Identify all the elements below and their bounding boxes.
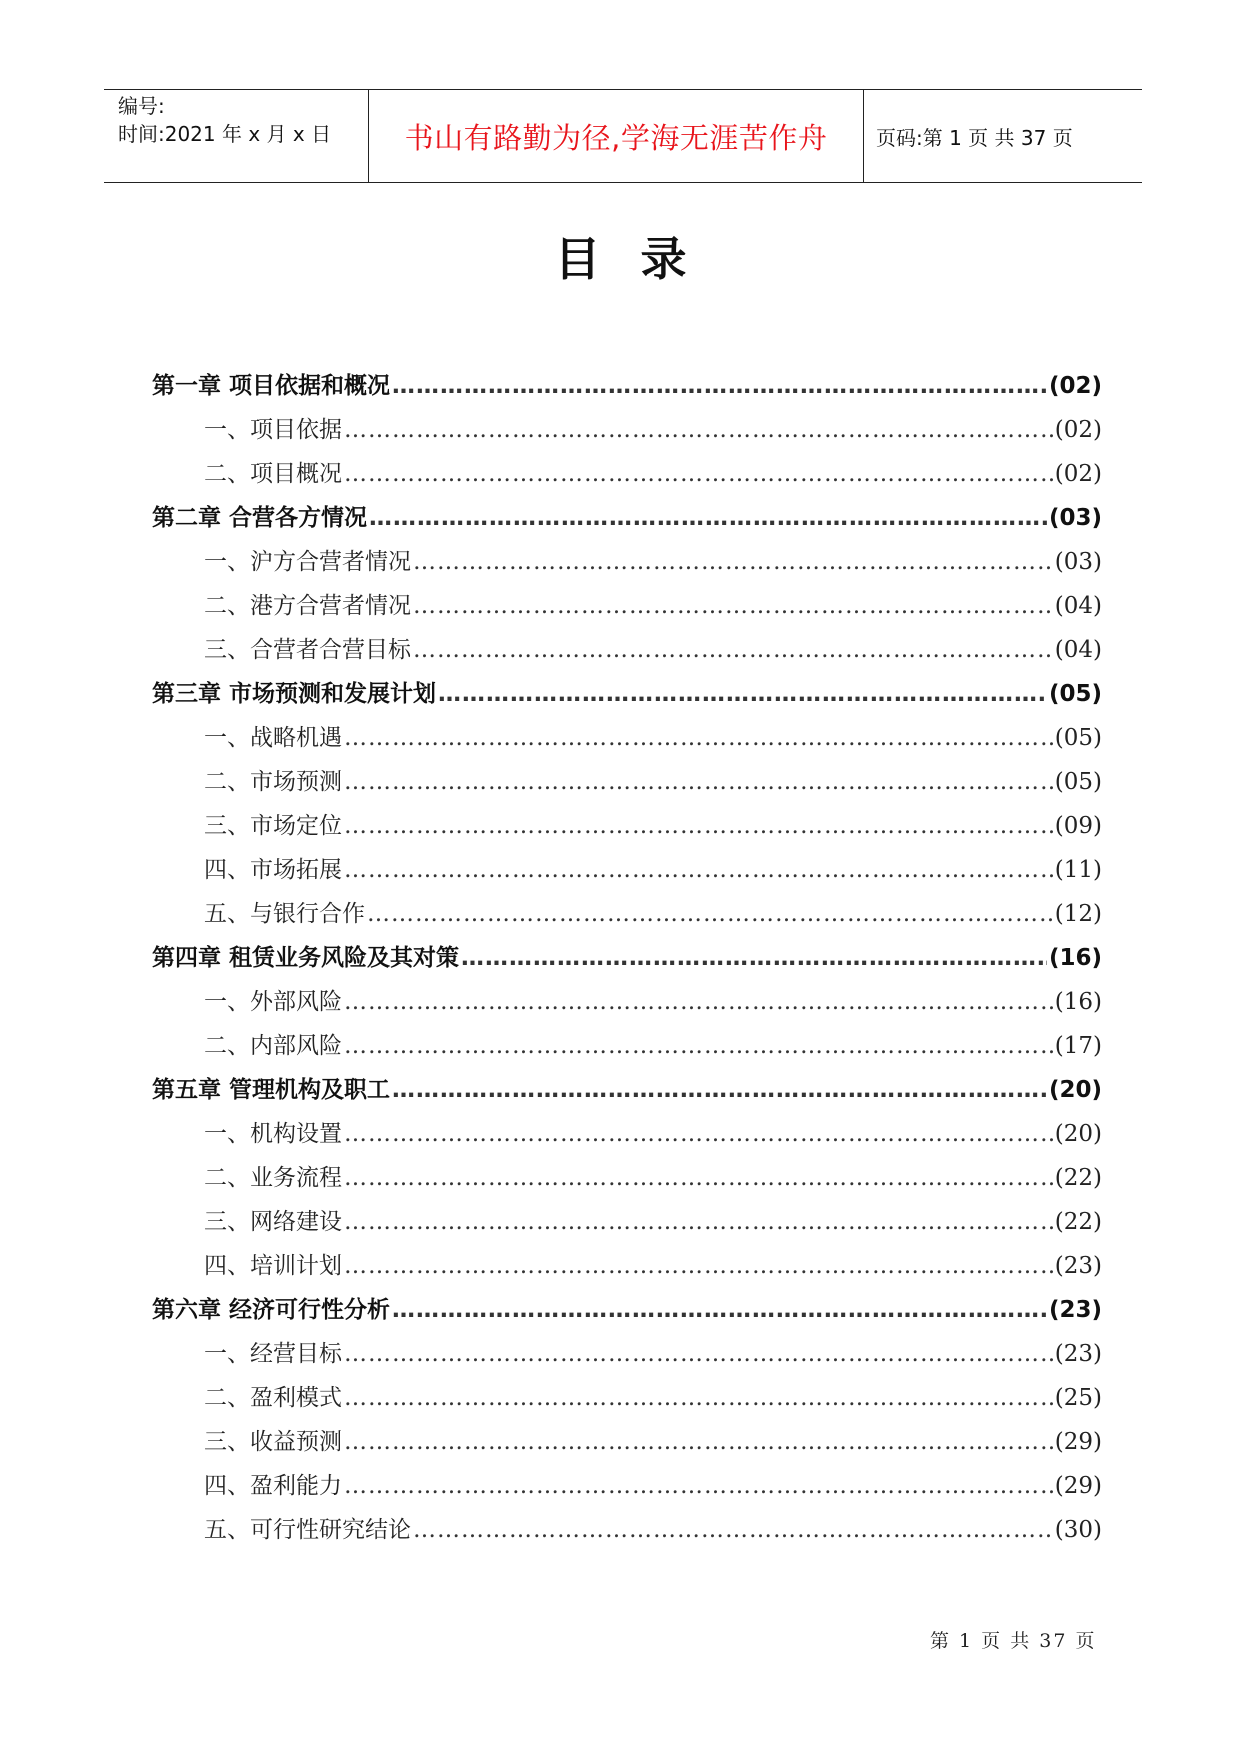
toc-section-entry[interactable] (152, 452, 1102, 496)
toc-entry-page: (05) (1054, 725, 1102, 751)
toc-entry-page: (03) (1048, 505, 1102, 531)
toc-dot-leader (344, 848, 1053, 892)
toc-entry-page: (17) (1054, 1033, 1102, 1059)
toc-entry-label: 一、战略机遇 (204, 725, 342, 751)
toc-dot-leader (461, 936, 1047, 980)
toc-entry-page: (25) (1054, 1385, 1102, 1411)
toc-entry-label: 四、市场拓展 (204, 857, 342, 883)
toc-section-entry[interactable] (152, 804, 1102, 848)
toc-section-entry[interactable] (152, 1112, 1102, 1156)
toc-section-entry[interactable] (152, 584, 1102, 628)
toc-dot-leader (344, 452, 1053, 496)
toc-entry-label: 一、外部风险 (204, 989, 342, 1015)
toc-chapter-entry[interactable] (152, 1288, 1102, 1332)
toc-section-entry[interactable] (152, 1464, 1102, 1508)
toc-entry-label: 第六章 经济可行性分析 (152, 1297, 391, 1323)
toc-entry-label: 二、盈利模式 (204, 1385, 342, 1411)
toc-dot-leader (344, 980, 1053, 1024)
toc-entry-page: (20) (1054, 1121, 1102, 1147)
toc-entry-label: 二、业务流程 (204, 1165, 342, 1191)
toc-entry-page: (09) (1054, 813, 1102, 839)
toc-section-entry[interactable] (152, 1420, 1102, 1464)
toc-dot-leader (413, 584, 1053, 628)
toc-section-entry[interactable] (152, 760, 1102, 804)
toc-entry-label: 五、可行性研究结论 (204, 1517, 411, 1543)
toc-section-entry[interactable] (152, 1156, 1102, 1200)
header-motto-cell (369, 90, 864, 182)
toc-entry-page: (04) (1054, 637, 1102, 663)
toc-entry-page: (05) (1048, 681, 1102, 707)
toc-dot-leader (413, 628, 1053, 672)
toc-entry-page: (04) (1054, 593, 1102, 619)
toc-entry-label: 四、盈利能力 (204, 1473, 342, 1499)
toc-dot-leader (344, 1332, 1053, 1376)
page-title: 目录 (554, 232, 727, 286)
toc-dot-leader (344, 1244, 1053, 1288)
toc-chapter-entry[interactable] (152, 364, 1102, 408)
toc-entry-page: (16) (1048, 945, 1102, 971)
toc-dot-leader (413, 540, 1053, 584)
toc-dot-leader (344, 1376, 1053, 1420)
document-time: 时间:2021 年 x 月 x 日 (118, 122, 332, 146)
header-page-cell (864, 90, 1142, 182)
toc-dot-leader (367, 892, 1053, 936)
toc-entry-page: (23) (1048, 1297, 1102, 1323)
toc-section-entry[interactable] (152, 716, 1102, 760)
toc-dot-leader (344, 1464, 1053, 1508)
toc-entry-page: (02) (1054, 461, 1102, 487)
toc-dot-leader (344, 1112, 1053, 1156)
toc-entry-page: (12) (1054, 901, 1102, 927)
toc-entry-page: (23) (1054, 1341, 1102, 1367)
toc-dot-leader (344, 1024, 1053, 1068)
toc-dot-leader (413, 1508, 1053, 1552)
toc-chapter-entry[interactable] (152, 496, 1102, 540)
toc-section-entry[interactable] (152, 1508, 1102, 1552)
toc-section-entry[interactable] (152, 1332, 1102, 1376)
toc-section-entry[interactable] (152, 848, 1102, 892)
toc-entry-label: 二、市场预测 (204, 769, 342, 795)
toc-entry-page: (30) (1054, 1517, 1102, 1543)
toc-section-entry[interactable] (152, 892, 1102, 936)
document-header (104, 89, 1142, 183)
toc-dot-leader (344, 716, 1053, 760)
toc-section-entry[interactable] (152, 1376, 1102, 1420)
toc-entry-page: (29) (1054, 1473, 1102, 1499)
toc-chapter-entry[interactable] (152, 1068, 1102, 1112)
toc-entry-page: (02) (1048, 373, 1102, 399)
toc-section-entry[interactable] (152, 980, 1102, 1024)
toc-entry-label: 三、合营者合营目标 (204, 637, 411, 663)
toc-entry-label: 一、经营目标 (204, 1341, 342, 1367)
toc-entry-label: 三、收益预测 (204, 1429, 342, 1455)
toc-entry-label: 二、内部风险 (204, 1033, 342, 1059)
toc-section-entry[interactable] (152, 1200, 1102, 1244)
document-number: 编号: (118, 94, 165, 118)
toc-entry-label: 一、沪方合营者情况 (204, 549, 411, 575)
toc-entry-page: (22) (1054, 1209, 1102, 1235)
toc-dot-leader (344, 1420, 1053, 1464)
toc-entry-label: 三、网络建设 (204, 1209, 342, 1235)
toc-entry-page: (16) (1054, 989, 1102, 1015)
toc-entry-label: 二、项目概况 (204, 461, 342, 487)
toc-entry-page: (23) (1054, 1253, 1102, 1279)
toc-entry-page: (29) (1054, 1429, 1102, 1455)
toc-section-entry[interactable] (152, 628, 1102, 672)
toc-section-entry[interactable] (152, 1244, 1102, 1288)
toc-section-entry[interactable] (152, 1024, 1102, 1068)
toc-entry-page: (11) (1054, 857, 1102, 883)
toc-entry-label: 三、市场定位 (204, 813, 342, 839)
toc-dot-leader (369, 496, 1047, 540)
toc-entry-label: 一、机构设置 (204, 1121, 342, 1147)
toc-entry-label: 五、与银行合作 (204, 901, 365, 927)
motto: 书山有路勤为径,学海无涯苦作舟 (404, 120, 828, 155)
toc-dot-leader (344, 804, 1053, 848)
toc-section-entry[interactable] (152, 540, 1102, 584)
toc-entry-page: (05) (1054, 769, 1102, 795)
toc-chapter-entry[interactable] (152, 936, 1102, 980)
toc-entry-label: 二、港方合营者情况 (204, 593, 411, 619)
toc-entry-label: 第二章 合营各方情况 (152, 505, 368, 531)
toc-entry-page: (02) (1054, 417, 1102, 443)
toc-entry-page: (20) (1048, 1077, 1102, 1103)
toc-chapter-entry[interactable] (152, 672, 1102, 716)
toc-entry-label: 第一章 项目依据和概况 (152, 373, 391, 399)
table-of-contents (152, 364, 1102, 1552)
toc-dot-leader (344, 1200, 1053, 1244)
toc-entry-page: (22) (1054, 1165, 1102, 1191)
toc-entry-page: (03) (1054, 549, 1102, 575)
toc-entry-label: 第四章 租赁业务风险及其对策 (152, 945, 460, 971)
header-info-cell (104, 90, 369, 182)
toc-dot-leader (392, 1068, 1047, 1112)
toc-entry-label: 第五章 管理机构及职工 (152, 1077, 391, 1103)
toc-dot-leader (344, 760, 1053, 804)
toc-dot-leader (392, 1288, 1047, 1332)
toc-dot-leader (438, 672, 1047, 716)
toc-entry-label: 一、项目依据 (204, 417, 342, 443)
toc-entry-label: 四、培训计划 (204, 1253, 342, 1279)
toc-dot-leader (344, 1156, 1053, 1200)
toc-section-entry[interactable] (152, 408, 1102, 452)
toc-dot-leader (344, 408, 1053, 452)
page-footer: 第 1 页 共 37 页 (930, 1630, 1097, 1652)
toc-dot-leader (392, 364, 1047, 408)
toc-entry-label: 第三章 市场预测和发展计划 (152, 681, 437, 707)
header-page-info: 页码:第 1 页 共 37 页 (876, 125, 1073, 150)
